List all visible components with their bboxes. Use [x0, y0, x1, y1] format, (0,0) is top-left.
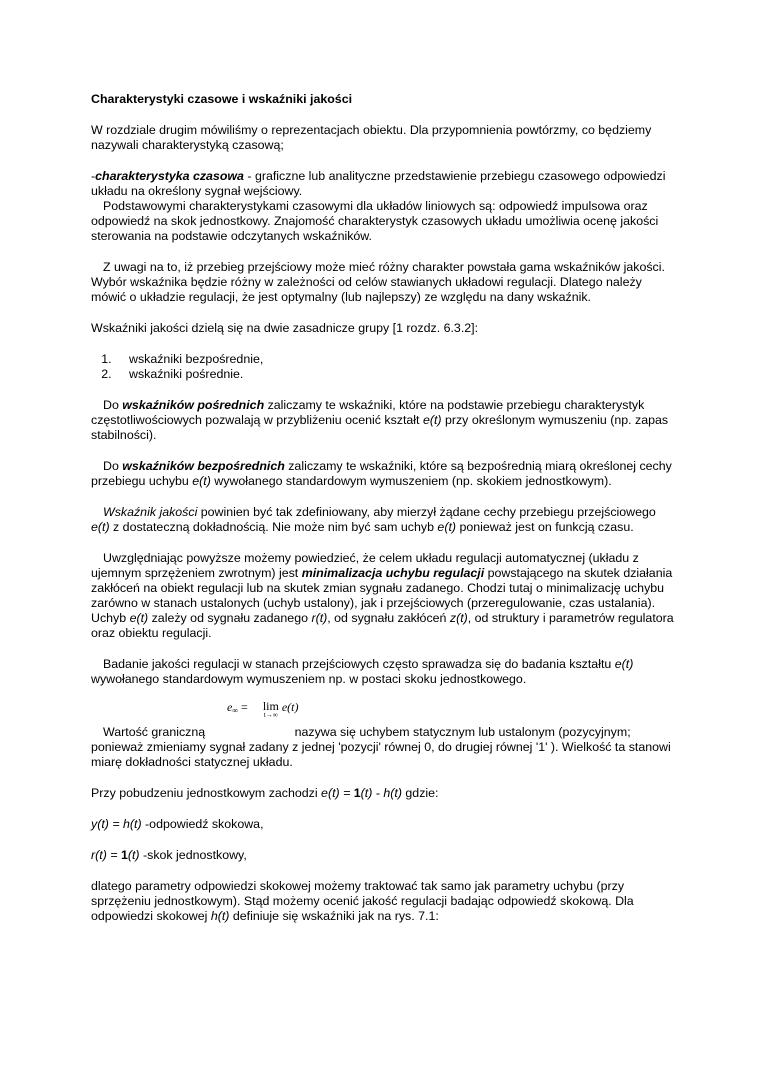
term-wskazniki-posrednie: wskaźników pośrednich [122, 398, 265, 412]
indicator-groups-list [91, 352, 676, 382]
basic-characteristics-paragraph: Podstawowymi charakterystykami czasowymi dla układów liniowych są: odpowiedź impulsowa oraz odpowiedź na skok jednostkowy. Znajomość charakterystyk czasowych układu umożliwia ocenę jakości sterowania na podstawie odczytanych wskaźników. [91, 199, 659, 243]
steady-state-error-paragraph: e∞ = lim t→∞ e(t) Wartość graniczną nazywa się uchybem statycznym lub ustalonym (pozycyjnym; ponieważ zmieniamy sygnał zadany z jednej 'pozycji' równej 0, do drugiej równej '1' ). Wielkość ta stanowi miarę dokładności statycznej układu. [91, 699, 671, 769]
indirect-indicators-paragraph: Do wskaźników pośrednich zaliczamy te wskaźniki, które na podstawie przebiegu charakterystyk częstotliwościowych pozwalają w przybliżeniu ocenić kształt e(t) przy określonym wymuszeniu (np. zapas stabilności). [91, 398, 669, 442]
unit-step-line: r(t) = 1(t) -skok jednostkowy, [91, 848, 247, 862]
intro-paragraph: W rozdziale drugim mówiliśmy o reprezentacjach obiektu. Dla przypomnienia powtórzmy, co będziemy nazywali charakterystyką czasową; [91, 123, 652, 152]
conclusion-paragraph: dlatego parametry odpowiedzi skokowej możemy traktować tak samo jak parametry uchybu (przy sprzężeniu jednostkowym). Stąd możemy ocenić jakość regulacji badając odpowiedź skokową. Dla odpowiedzi skokowej h(t) definiuje się wskaźniki jak na rys. 7.1: [91, 879, 634, 923]
groups-paragraph: Wskaźniki jakości dzielą się na dwie zasadnicze grupy [1 rozdz. 6.3.2]: [91, 321, 479, 335]
term-minimalizacja-uchybu: minimalizacja uchybu regulacji [301, 566, 485, 580]
direct-indicators-paragraph: Do wskaźników bezpośrednich zaliczamy te wskaźniki, które są bezpośrednią miarą określonej cechy przebiegu uchybu e(t) wywołanego standardowym wymuszeniem (np. skokiem jednostkowym). [91, 459, 672, 488]
document-body [91, 92, 676, 924]
term-wskaznik-jakosci: Wskaźnik jakości [103, 505, 198, 519]
unit-step-paragraph: Przy pobudzeniu jednostkowym zachodzi e(t) = 1(t) - h(t) gdzie: [91, 786, 439, 800]
term-wskazniki-bezposrednie: wskaźników bezpośrednich [122, 459, 285, 473]
term-charakterystyka-czasowa: charakterystyka czasowa [95, 169, 244, 183]
document-title: Charakterystyki czasowe i wskaźniki jakości [91, 92, 353, 106]
step-response-line: y(t) = h(t) -odpowiedź skokowa, [91, 817, 264, 831]
quality-indicator-paragraph: Wskaźnik jakości powinien być tak zdefiniowany, aby mierzył żądane cechy przebiegu przejściowego e(t) z dostateczną dokładnością. Nie może nim być sam uchyb e(t) ponieważ jest on funkcją czasu. [91, 505, 656, 534]
transient-analysis-paragraph: Badanie jakości regulacji w stanach przejściowych często sprawadza się do badania kształtu e(t) wywołanego standardowym wymuszeniem np. w postaci skoku jednostkowego. [91, 657, 634, 686]
limit-formula: e∞ = lim t→∞ e(t) [227, 699, 299, 719]
definition-paragraph: -charakterystyka czasowa - graficzne lub analityczne przedstawienie przebiegu czasowego odpowiedzi układu na określony sygnał wejściowy. [91, 169, 666, 198]
list-item: 2. wskaźniki pośrednie. [115, 367, 676, 382]
list-item: 1. wskaźniki bezpośrednie, [115, 352, 676, 367]
indicators-range-paragraph: Z uwagi na to, iż przebieg przejściowy może mieć różny charakter powstała gama wskaźników jakości. Wybór wskaźnika będzie różny w zależności od celów stawianych układowi regulacji. Dlatego należy mówić o układzie regulacji, że jest optymalny (lub najlepszy) ze względu na dany wskaźnik. [91, 260, 665, 304]
regulation-goal-paragraph: Uwzględniając powyższe możemy powiedzieć, że celem układu regulacji automatycznej (układu z ujemnym sprzężeniem zwrotnym) jest minimalizacja uchybu regulacji powstającego na skutek działania zakłóceń na obiekt regulacji lub na skutek zmian sygnału zadanego. Chodzi tutaj o minimalizację uchybu zarówno w stanach ustalonych (uchyb ustalony), jak i przejściowych (przeregulowanie, czas ustalania). Uchyb e(t) zależy od sygnału zadanego r(t), od sygnału zakłóceń z(t), od struktury i parametrów regulatora oraz obiektu regulacji. [91, 551, 674, 640]
